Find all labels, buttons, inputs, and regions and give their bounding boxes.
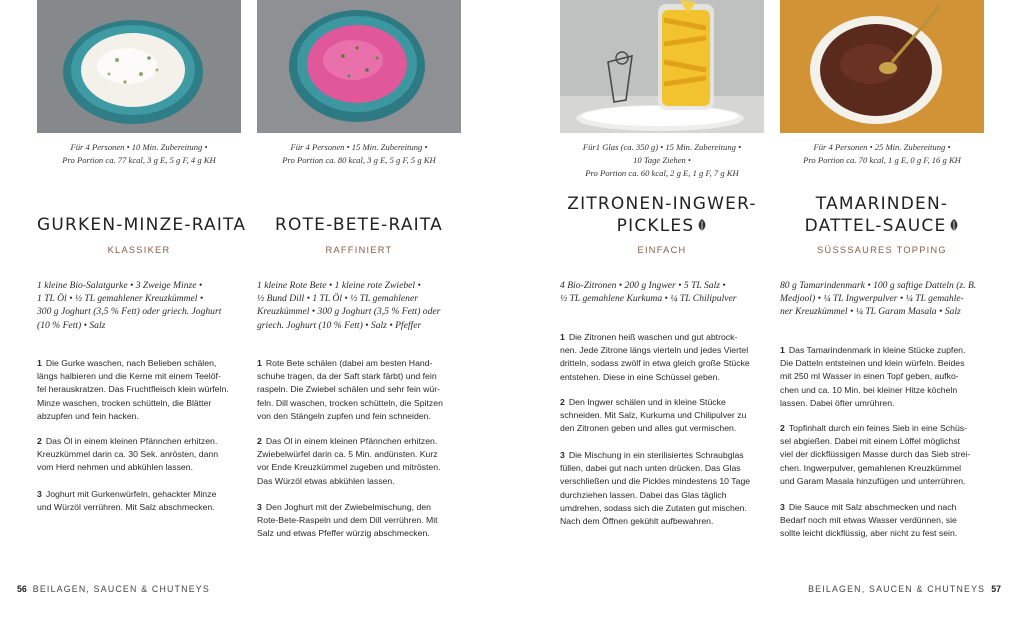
recipe-meta: Für 4 Personen • 15 Min. Zubereitung • Pro Portion ca. 80 kcal, 3 g E, 5 g F, 5 g KH [282,142,436,165]
leaf-icon [949,216,959,238]
tamarind-sauce-image [780,0,984,133]
recipe-step: 2 Den Ingwer schälen und in kleine Stücke schneiden. Mit Salz, Kurkuma und Chilipulver zu den Zitronen geben und alles gut vermischen. [560,397,747,434]
ingredient-list: 4 Bio-Zitronen • 200 g Ingwer • 5 TL Salz • ½ TL gemahlene Kurkuma • ¼ TL Chilipulver [560,280,737,305]
recipe-photo-beetroot-raita [257,0,461,133]
footer-left [11,584,210,594]
recipe-step: 3 Die Sauce mit Salz abschmecken und nach Bedarf noch mit etwas Wasser verdünnen, sie sollte leicht dickflüssig, aber nicht zu fest sein. [780,502,958,539]
recipe-step: 3 Die Mischung in ein sterilisiertes Schraubglas füllen, dabei gut nach unten drücken. Das Glas verschließen und die Pickles mindestens 10 Tage durchziehen lassen. Dabei das Glas täglich umdrehen, sodass sich die Zutaten gut mischen. Nach dem Öffnen gekühlt aufbewahren. [560,450,751,527]
ingredient-list: 1 kleine Rote Bete • 1 kleine rote Zwiebel • ½ Bund Dill • 1 TL Öl • ½ TL gemahlener Kreuzkümmel • 300 g Joghurt (3,5 % Fett) oder griech. Joghurt (10 % Fett) • Salz • Pfeffer [257,280,441,331]
recipe-subtitle: EINFACH [637,245,687,255]
recipe-meta: Für1 Glas (ca. 350 g) • 15 Min. Zubereitung • 10 Tage Ziehen • Pro Portion ca. 60 kcal, 2 g E, 1 g F, 7 g KH [582,142,742,178]
recipe-subtitle: RAFFINIERT [325,245,393,255]
recipe-step: 2 Das Öl in einem kleinen Pfännchen erhitzen. Zwiebelwürfel darin ca. 5 Min. andünsten. Kurz vor Ende Kreuzkümmel zugeben und mitrösten. Das Würzöl etwas abkühlen lassen. [257,436,441,486]
page-number-left: 56 [17,584,27,594]
recipe-meta: Für 4 Personen • 10 Min. Zubereitung • Pro Portion ca. 77 kcal, 3 g E, 5 g F, 4 g KH [62,142,216,165]
recipe-title: GURKEN-MINZE-RAITA [37,215,247,235]
ingredient-list: 1 kleine Bio-Salatgurke • 3 Zweige Minze • 1 TL Öl • ½ TL gemahlener Kreuzkümmel • 300 g Joghurt (3,5 % Fett) oder griech. Joghurt (10 % Fett) • Salz [37,280,222,331]
recipe-title: ZITRONEN-INGWER- PICKLES [567,194,757,236]
section-name-right: BEILAGEN, SAUCEN & CHUTNEYS [808,584,986,594]
recipe-photo-tamarind-sauce [780,0,984,133]
recipe-photo-cucumber-raita [37,0,241,133]
recipe-step: 1 Die Zitronen heiß waschen und gut abtrock- nen. Jede Zitrone längs vierteln und jedes Viertel dritteln, sodass zwölf in etwa gleich große Stücke entstehen. Diese in eine Schüssel geben. [560,332,750,382]
ingredient-list: 80 g Tamarindenmark • 100 g saftige Datteln (z. B. Medjool) • ¼ TL Ingwerpulver • ¼ TL gemahle- ner Kreuzkümmel • ¼ TL Garam Masala • Salz [780,280,977,318]
recipe-photo-lemon-pickles [560,0,764,133]
section-name-left: BEILAGEN, SAUCEN & CHUTNEYS [32,584,210,594]
beetroot-raita-image [257,0,461,133]
recipe-step: 1 Das Tamarindenmark in kleine Stücke zupfen. Die Datteln entsteinen und klein würfeln. Beides mit 250 ml Wasser in einen Topf geben, aufko- chen und ca. 10 Min. bei kleiner Hitze köcheln lassen. Dabei öfter umrühren. [780,345,966,408]
recipe-step: 3 Den Joghurt mit der Zwiebelmischung, den Rote-Bete-Raspeln und dem Dill verrühren. Mit Salz und etwas Pfeffer würzig abschmecken. [257,502,438,539]
recipe-step: 1 Rote Bete schälen (dabei am besten Hand- schuhe tragen, da der Saft stark färbt) und fein raspeln. Die Zwiebel schälen und sehr fein wür- feln. Dill waschen, trocken schütteln, die Spitzen von den Stängeln zupfen und fein schneiden. [257,358,443,421]
lemon-pickles-image [560,0,764,133]
recipe-subtitle: KLASSIKER [107,245,171,255]
recipe-step: 3 Joghurt mit Gurkenwürfeln, gehackter Minze und Würzöl verrühren. Mit Salz abschmecken. [37,489,217,513]
recipe-subtitle: SÜSSSAURES TOPPING [817,245,947,255]
recipe-title: ROTE-BETE-RAITA [275,215,443,235]
recipe-step: 1 Die Gurke waschen, nach Belieben schälen, längs halbieren und die Kerne mit einem Teelöf- fel herauskratzen. Das Fruchtfleisch klein würfeln. Minze waschen, trocken schütteln, die Blätter abzupfen und fein hacken. [37,358,229,421]
recipe-step: 2 Topfinhalt durch ein feines Sieb in eine Schüs- sel abgießen. Dabei mit einem Löffel möglichst viel der dickflüssigen Masse durch das Sieb strei- chen. Ingwerpulver, gemahlenen Kreuzkümmel und Garam Masala hinzufügen und unterrühren. [780,423,971,486]
recipe-meta: Für 4 Personen • 25 Min. Zubereitung • Pro Portion ca. 70 kcal, 1 g E, 0 g F, 16 g KH [803,142,961,165]
recipe-step: 2 Das Öl in einem kleinen Pfännchen erhitzen. Kreuzkümmel darin ca. 30 Sek. anrösten, dann vom Herd nehmen und abkühlen lassen. [37,436,219,473]
page-number-right: 57 [991,584,1001,594]
footer-right [808,584,1007,594]
recipe-title: TAMARINDEN- DATTEL-SAUCE [780,193,984,238]
leaf-icon [697,216,707,238]
cucumber-raita-image [37,0,241,133]
